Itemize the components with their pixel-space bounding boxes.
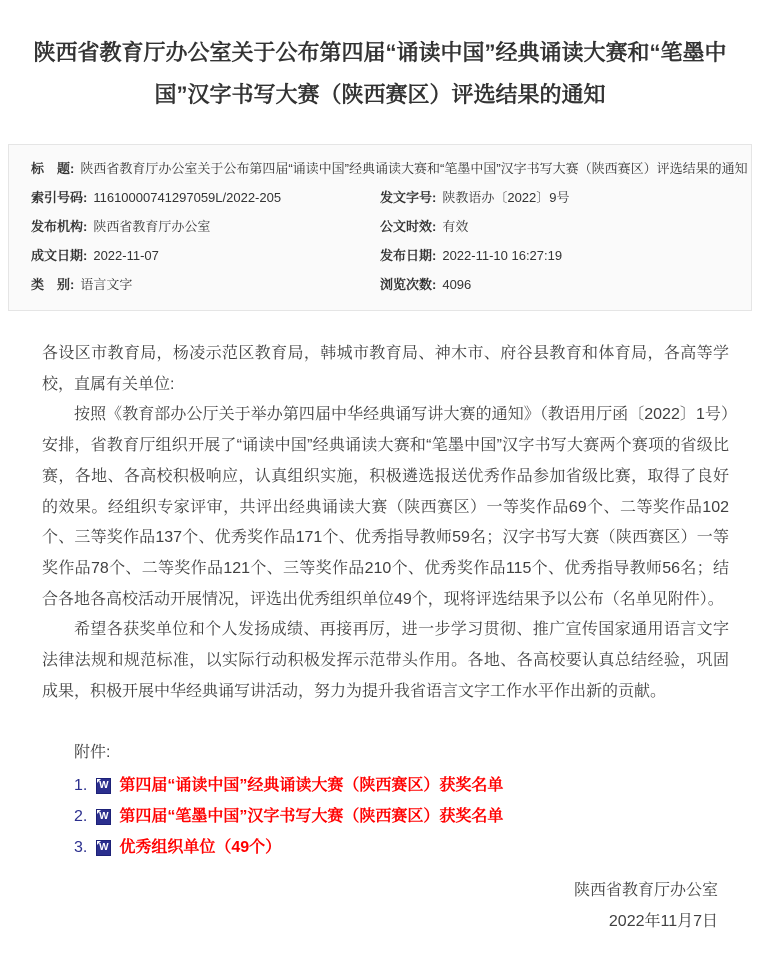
attachments-list: [42, 770, 729, 863]
meta-org-label: 发布机构:: [31, 219, 88, 234]
meta-row-index-docnum: [9, 183, 751, 212]
meta-written-date-label: 成文日期:: [31, 248, 88, 263]
document-meta-table: [8, 144, 752, 311]
meta-row-dates: [9, 241, 751, 270]
meta-category-value: 语言文字: [80, 277, 133, 292]
meta-index-label: 索引号码:: [31, 190, 88, 205]
meta-org-value: 陕西省教育厅办公室: [93, 219, 211, 234]
attachment-item-2: [74, 801, 729, 832]
attachment-link-recitation-winners[interactable]: 第四届“诵读中国”经典诵读大赛（陕西赛区）获奖名单: [119, 777, 504, 795]
meta-validity-label: 公文时效:: [380, 219, 437, 234]
signature-date: 2022年11月7日: [608, 913, 718, 931]
meta-title-value: 陕西省教育厅办公室关于公布第四届“诵读中国”经典诵读大赛和“笔墨中国”汉字书写大赛（陕西赛区）评选结果的通知: [80, 161, 748, 176]
page-title: 陕西省教育厅办公室关于公布第四届“诵读中国”经典诵读大赛和“笔墨中国”汉字书写大赛（陕西赛区）评选结果的通知: [33, 40, 727, 107]
meta-cell-publish-org: [31, 212, 380, 241]
body-paragraph-expectations: 希望各获奖单位和个人发扬成绩、再接再厉，进一步学习贯彻、推广宣传国家通用语言文字法律法规和规范标准，以实际行动积极发挥示范带头作用。各地、各高校要认真总结经验，巩固成果，积极开展中华经典诵写讲活动，努力为提升我省语言文字工作水平作出新的贡献。: [42, 621, 729, 700]
word-doc-icon[interactable]: W: [96, 840, 111, 856]
meta-row-org-validity: [9, 212, 751, 241]
meta-row-category-views: [9, 270, 751, 299]
attachment-item-3: [74, 832, 729, 863]
meta-cell-index-number: [31, 183, 380, 212]
meta-row-title: [9, 154, 751, 183]
attachment-item-1: [74, 770, 729, 801]
signature-org: 陕西省教育厅办公室: [573, 882, 718, 900]
meta-category-label: 类 别:: [31, 277, 75, 292]
meta-publish-date-label: 发布日期:: [380, 248, 437, 263]
meta-cell-category: [31, 270, 380, 299]
attachments-section: [42, 737, 729, 863]
meta-publish-date-value: 2022-11-10 16:27:19: [442, 248, 563, 263]
meta-written-date-value: 2022-11-07: [93, 248, 159, 263]
meta-cell-publish-date: [380, 241, 729, 270]
word-doc-icon[interactable]: W: [96, 809, 111, 825]
meta-cell-doc-number: [380, 183, 729, 212]
body-paragraph-results: 按照《教育部办公厅关于举办第四届中华经典诵写讲大赛的通知》（教语用厅函〔2022〕1号）安排，省教育厅组织开展了“诵读中国”经典诵读大赛和“笔墨中国”汉字书写大赛两个赛项的省级比赛，各地、各高校积极响应，认真组织实施，积极遴选报送优秀作品参加省级比赛，取得了良好的效果。经组织专家评审，共评出经典诵读大赛（陕西赛区）一等奖作品69个、二等奖作品102个、三等奖作品137个、优秀奖作品171个、优秀指导教师59名；汉字书写大赛（陕西赛区）一等奖作品78个、二等奖作品121个、三等奖作品210个、优秀奖作品115个、优秀指导教师56名；结合各地各高校活动开展情况，评选出优秀组织单位49个，现将评选结果予以公布（名单见附件）。: [42, 406, 729, 608]
attachment-number: 3.: [74, 839, 88, 857]
recipient-paragraph: 各设区市教育局，杨凌示范区教育局，韩城市教育局、神木市、府谷县教育和体育局，各高等学校，直属有关单位:: [42, 345, 729, 393]
meta-validity-value: 有效: [442, 219, 469, 234]
meta-cell-validity: [380, 212, 729, 241]
meta-index-value: 11610000741297059L/2022-205: [93, 190, 282, 205]
notice-body: [42, 339, 729, 707]
signature-block: [0, 875, 718, 951]
meta-docnum-value: 陕教语办〔2022〕9号: [442, 190, 570, 205]
attachment-link-excellent-organizations[interactable]: 优秀组织单位（49个）: [119, 839, 282, 857]
meta-cell-view-count: [380, 270, 729, 299]
attachment-number: 1.: [74, 777, 88, 795]
attachment-number: 2.: [74, 808, 88, 826]
meta-title-label: 标 题:: [31, 161, 75, 176]
word-doc-icon[interactable]: W: [96, 778, 111, 794]
meta-docnum-label: 发文字号:: [380, 190, 437, 205]
attachment-link-handwriting-winners[interactable]: 第四届“笔墨中国”汉字书写大赛（陕西赛区）获奖名单: [119, 808, 504, 826]
meta-cell-written-date: [31, 241, 380, 270]
attachments-heading: 附件:: [74, 744, 111, 762]
meta-views-label: 浏览次数:: [380, 277, 437, 292]
meta-views-value: 4096: [442, 277, 472, 292]
